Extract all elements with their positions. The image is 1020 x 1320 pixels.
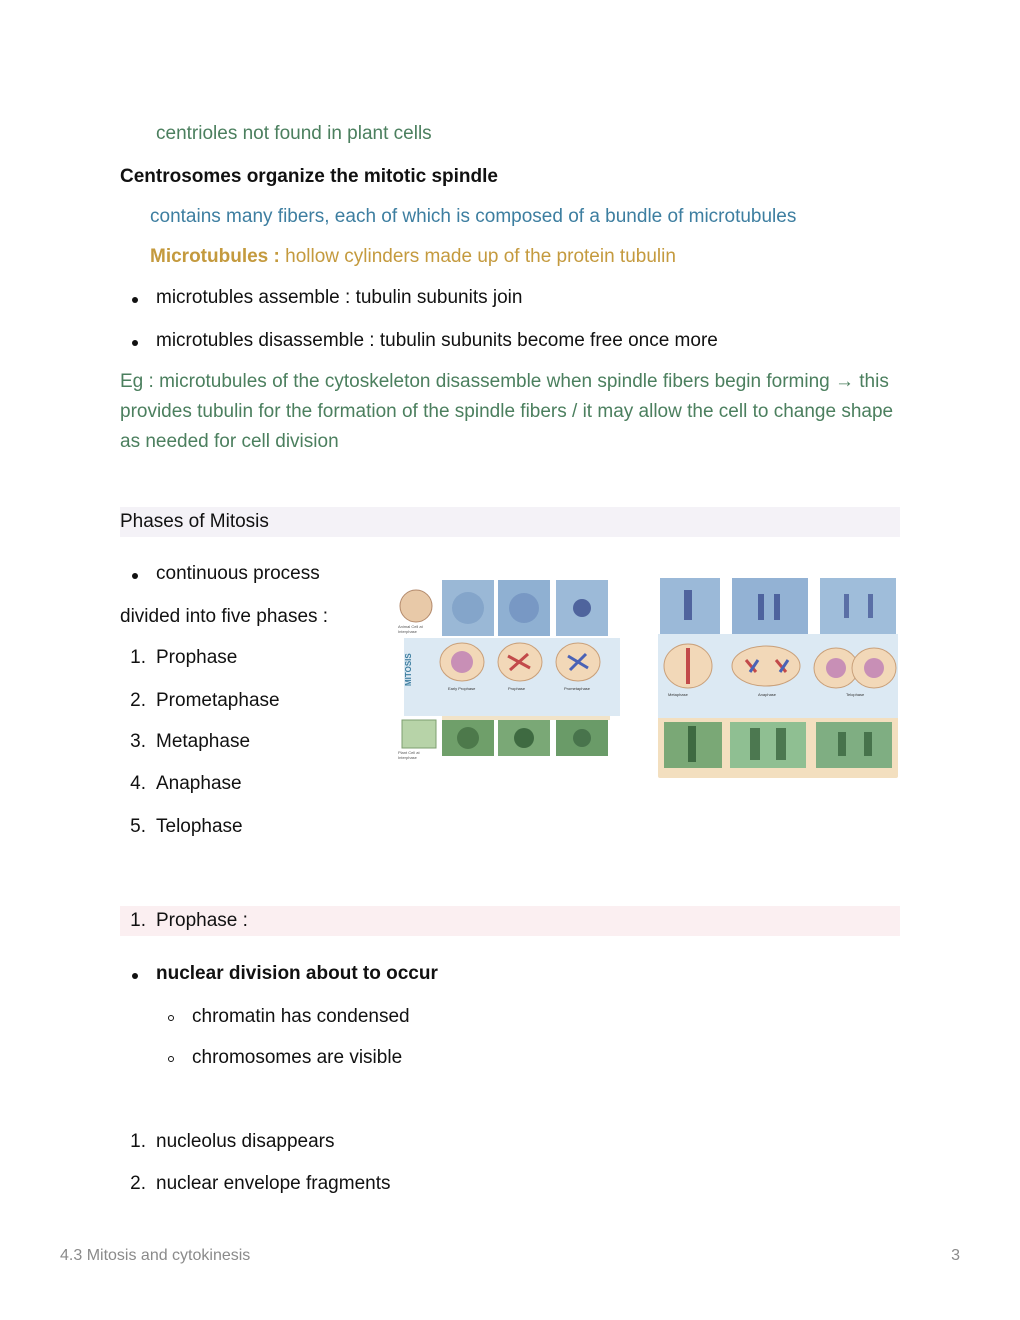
example-paragraph: Eg : microtubules of the cytoskeleton disassemble when spindle fibers begin forming → this provides tubulin for the formation of the spindle fibers / it may allow the cell to change shape as needed for cell division <box>120 371 894 452</box>
bullet-icon <box>132 340 138 346</box>
figure-panel-title: Prophase <box>508 686 526 691</box>
list-number: 3. <box>130 731 146 752</box>
list-item: nucleolus disappears <box>156 1131 335 1152</box>
figure-row-label: Plant Cell at Interphase <box>398 750 420 760</box>
phases-heading: Phases of Mitosis <box>120 511 269 532</box>
centrosomes-heading: Centrosomes organize the mitotic spindle <box>120 166 498 187</box>
microtubules-def: hollow cylinders made up of the protein tubulin <box>279 246 676 267</box>
list-number: 2. <box>130 690 146 711</box>
microtubules-definition <box>150 246 676 268</box>
list-number: 5. <box>130 816 146 837</box>
mitosis-diagram-right <box>658 576 898 778</box>
bullet-icon <box>132 573 138 579</box>
mitosis-figure-left <box>398 576 622 762</box>
phase-item: Telophase <box>156 816 243 837</box>
list-number: 1. <box>130 1131 146 1152</box>
figure-side-label: MITOSIS <box>404 653 413 686</box>
bullet-icon <box>132 297 138 303</box>
ring-bullet-icon <box>168 1056 174 1062</box>
list-number: 2. <box>130 1173 146 1194</box>
figure-panel-title: Anaphase <box>758 692 777 697</box>
page-number: 3 <box>951 1247 960 1264</box>
figure-panel-title: Metaphase <box>668 692 688 697</box>
ring-bullet-icon <box>168 1015 174 1021</box>
spindle-fibers-text: contains many fibers, each of which is composed of a bundle of microtubules <box>150 206 797 227</box>
prophase-heading: Prophase : <box>156 910 248 931</box>
list-number: 1. <box>130 910 146 931</box>
mitosis-diagram-left <box>398 576 622 762</box>
phase-item: Metaphase <box>156 731 251 752</box>
bullet-icon <box>132 973 138 979</box>
list-item: microtubles disassemble : tubulin subunits become free once more <box>156 330 718 351</box>
list-item: nuclear division about to occur <box>156 963 438 984</box>
phase-item: Prometaphase <box>156 690 280 711</box>
figure-row-label: Animal Cell at Interphase <box>398 624 423 634</box>
list-number: 1. <box>130 647 146 668</box>
sub-list-item: chromosomes are visible <box>192 1047 403 1068</box>
centrioles-note: centrioles not found in plant cells <box>156 123 432 144</box>
list-item: continuous process <box>156 563 320 584</box>
sub-list-item: chromatin has condensed <box>192 1006 410 1027</box>
figure-panel-title: Telophase <box>846 692 865 697</box>
figure-panel-title: Early Prophase <box>448 686 476 691</box>
list-item: nuclear envelope fragments <box>156 1173 391 1194</box>
list-item: microtubles assemble : tubulin subunits join <box>156 287 523 308</box>
phases-intro: divided into five phases : <box>120 606 329 627</box>
footer-title: 4.3 Mitosis and cytokinesis <box>60 1247 251 1264</box>
figure-panel-title: Prometaphase <box>564 686 591 691</box>
microtubules-label: Microtubules : <box>150 246 280 267</box>
list-number: 4. <box>130 773 146 794</box>
phase-item: Anaphase <box>156 773 242 794</box>
phase-item: Prophase <box>156 647 238 668</box>
mitosis-figure-right <box>658 576 898 778</box>
